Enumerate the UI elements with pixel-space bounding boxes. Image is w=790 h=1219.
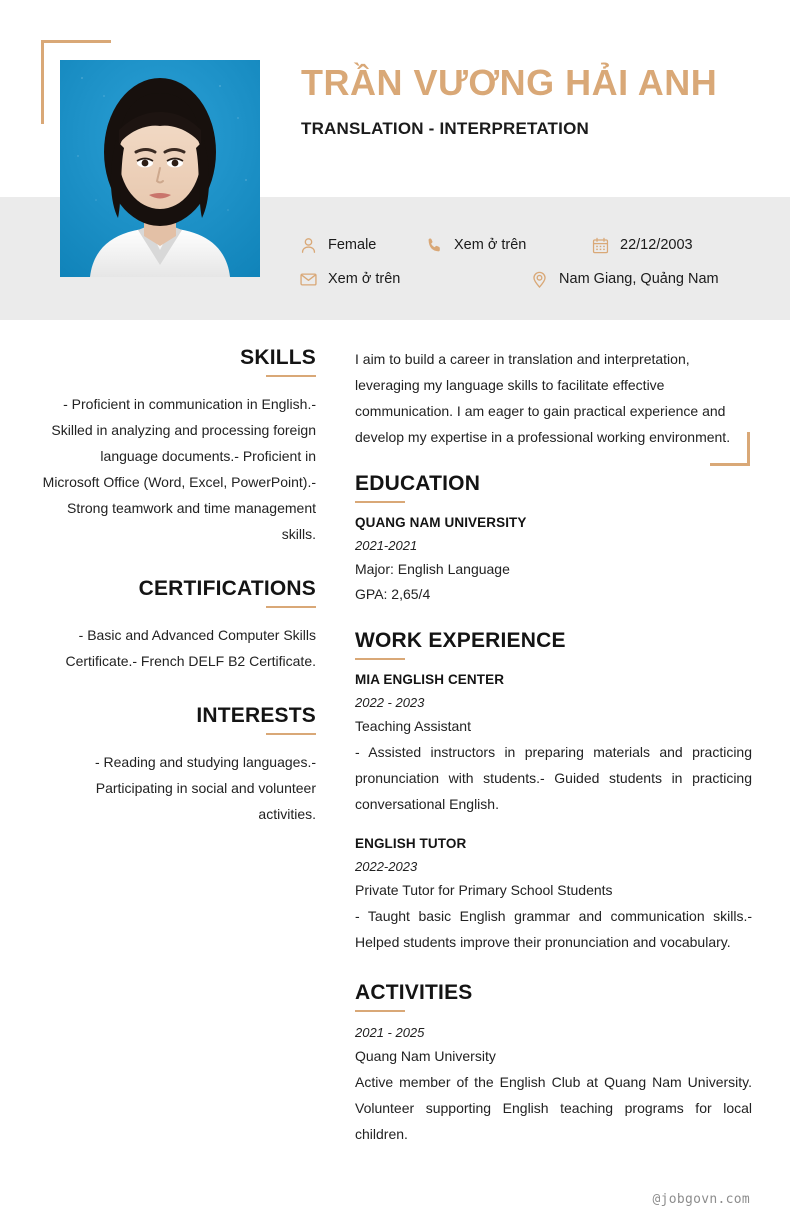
- section-skills: [40, 346, 316, 547]
- skills-heading: SKILLS: [240, 346, 316, 369]
- activity-date: 2021 - 2025: [355, 1025, 425, 1041]
- work-date: 2022-2023: [355, 859, 418, 875]
- right-column: [355, 346, 752, 1147]
- person-icon: [299, 236, 318, 255]
- profile-photo: [60, 60, 260, 277]
- calendar-icon: [591, 236, 610, 255]
- phone-icon: [425, 236, 444, 255]
- section-work-experience: [355, 629, 752, 955]
- location-pin-icon: [530, 270, 549, 289]
- work-entry: [355, 833, 752, 955]
- activities-heading-rule: [355, 1010, 405, 1012]
- education-gpa: GPA: 2,65/4: [355, 586, 431, 603]
- contact-gender-value: Female: [328, 237, 377, 253]
- education-major: Major: English Language: [355, 561, 510, 578]
- interests-heading: INTERESTS: [196, 704, 316, 728]
- section-education: [355, 472, 752, 607]
- objective-text: I aim to build a career in translation and interpretation, leveraging my language skills to facilitate effective communication. I am eager to gain practical experience and develop my expertise in a professional working environment.: [355, 351, 731, 445]
- contact-email: [299, 270, 530, 289]
- work-role: Teaching Assistant: [355, 718, 471, 735]
- contact-phone-value: Xem ở trên: [454, 237, 527, 253]
- education-entry: [355, 512, 752, 607]
- interests-heading-rule: [266, 733, 316, 735]
- contact-dob-value: 22/12/2003: [620, 237, 693, 253]
- work-experience-heading: WORK EXPERIENCE: [355, 629, 566, 653]
- education-heading-rule: [355, 501, 405, 503]
- section-interests: [40, 704, 316, 827]
- work-role: Private Tutor for Primary School Students: [355, 882, 613, 899]
- cv-body: [0, 320, 790, 1143]
- decorative-corner-bottom-right: [710, 432, 750, 466]
- activity-description: Active member of the English Club at Quang Nam University. Volunteer supporting English teaching programs for local children.: [355, 1074, 752, 1143]
- education-heading: EDUCATION: [355, 472, 481, 495]
- section-certifications: [40, 577, 316, 674]
- section-activities: [355, 981, 752, 1147]
- envelope-icon: [299, 270, 318, 289]
- education-org: QUANG NAM UNIVERSITY: [355, 515, 527, 531]
- work-date: 2022 - 2023: [355, 695, 425, 711]
- work-org: ENGLISH TUTOR: [355, 836, 467, 852]
- education-date: 2021-2021: [355, 538, 418, 554]
- cv-header: [0, 0, 790, 320]
- work-org: MIA ENGLISH CENTER: [355, 672, 505, 688]
- watermark: @jobgovn.com: [652, 1192, 750, 1207]
- left-column: [40, 346, 316, 827]
- activity-entry: [355, 1021, 752, 1147]
- contact-phone: [425, 236, 591, 255]
- contact-dob: [591, 236, 771, 255]
- work-description: - Assisted instructors in preparing materials and practicing pronunciation with students.- Guided students in practicing conversational English.: [355, 744, 752, 813]
- contact-address-value: Nam Giang, Quảng Nam: [559, 271, 719, 287]
- contact-address: [530, 270, 779, 289]
- activities-heading: ACTIVITIES: [355, 981, 473, 1005]
- activity-org: Quang Nam University: [355, 1048, 496, 1065]
- contact-info: [299, 228, 779, 296]
- page-title: TRẦN VƯƠNG HẢI ANH: [301, 62, 718, 103]
- work-description: - Taught basic English grammar and communication skills.- Helped students improve their pronunciation and vocabulary.: [355, 908, 752, 951]
- name-block: [301, 62, 771, 139]
- job-title: TRANSLATION - INTERPRETATION: [301, 119, 589, 139]
- contact-row-2: [299, 262, 779, 296]
- work-experience-heading-rule: [355, 658, 405, 660]
- contact-row-1: [299, 228, 779, 262]
- certifications-heading-rule: [266, 606, 316, 608]
- certifications-heading: CERTIFICATIONS: [138, 577, 316, 601]
- contact-gender: [299, 236, 425, 255]
- work-entry: [355, 669, 752, 817]
- certifications-body: - Basic and Advanced Computer Skills Certificate.- French DELF B2 Certificate.: [65, 627, 316, 670]
- skills-body: - Proficient in communication in English.- Skilled in analyzing and processing foreign language documents.- Proficient in Microsoft Office (Word, Excel, PowerPoint).- Strong teamwork and time management skills.: [42, 396, 316, 543]
- objective-statement: [355, 346, 752, 450]
- contact-email-value: Xem ở trên: [328, 271, 401, 287]
- interests-body: - Reading and studying languages.- Participating in social and volunteer activities.: [94, 754, 316, 823]
- skills-heading-rule: [266, 375, 316, 377]
